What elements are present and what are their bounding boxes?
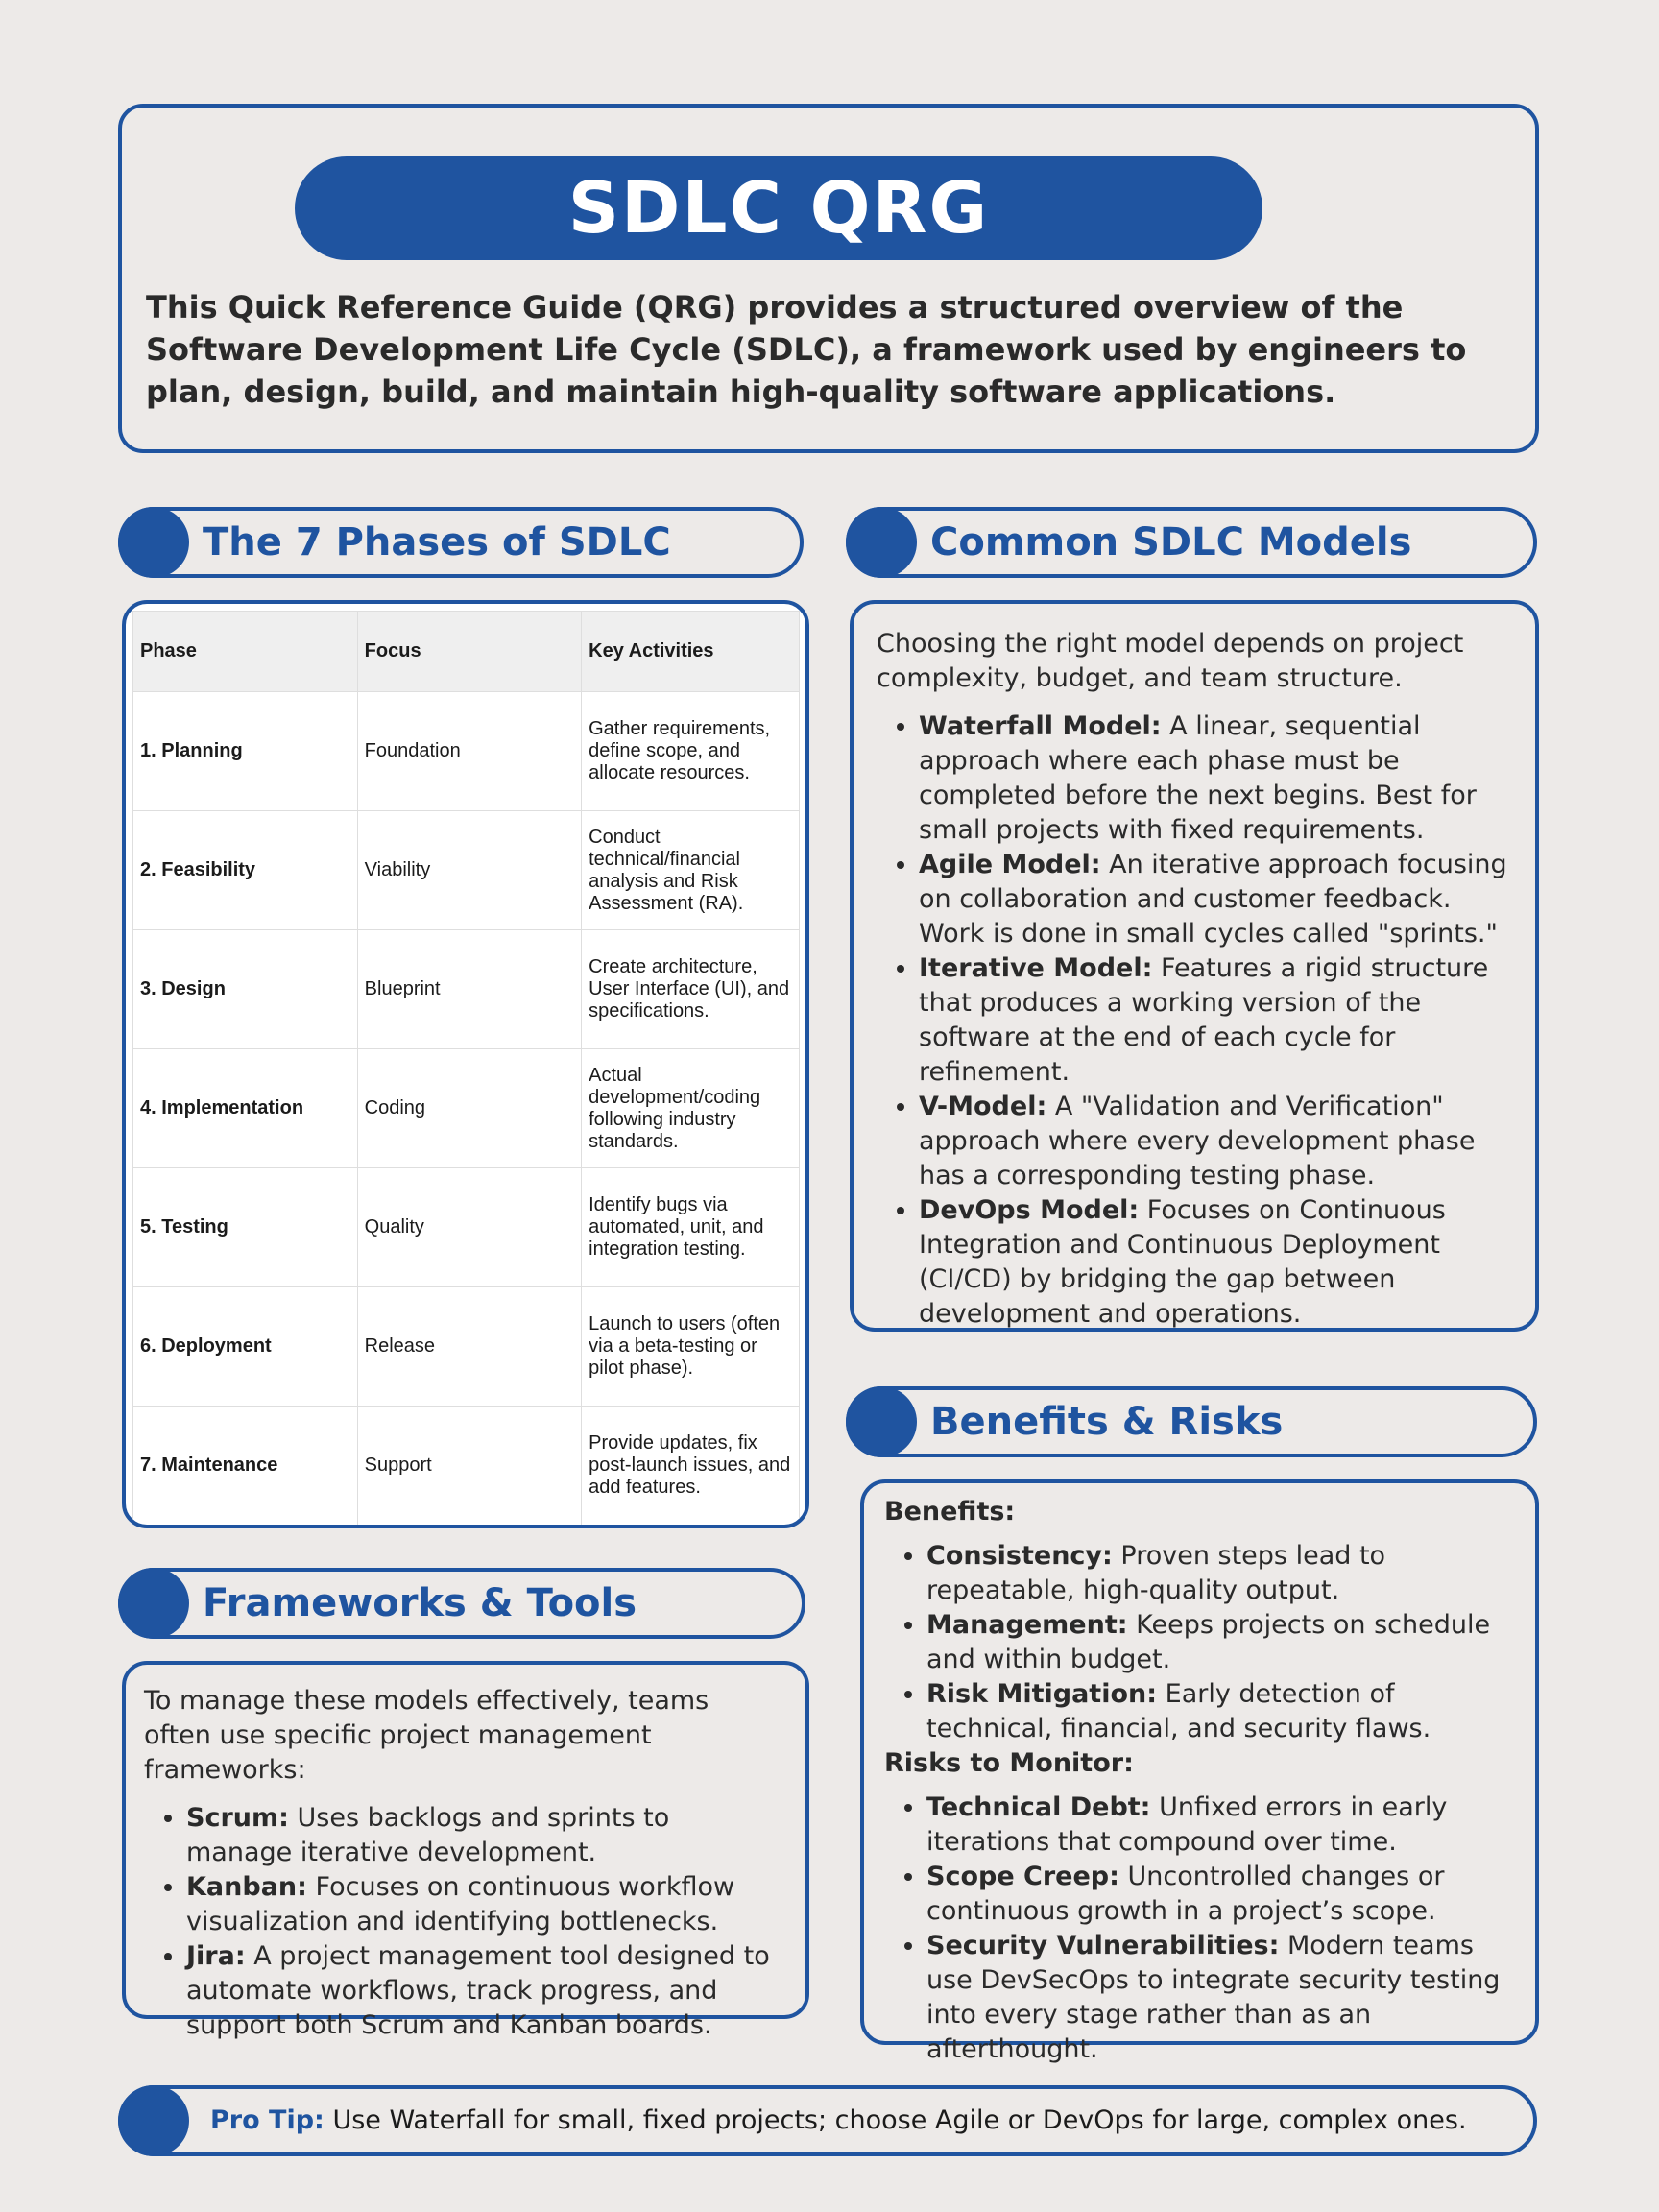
table-row: [133, 1287, 800, 1407]
list-item: [919, 848, 1508, 951]
phase-cell: 7. Maintenance: [133, 1407, 358, 1526]
models-intro: Choosing the right model depends on project complexity, budget, and team structure.: [877, 629, 1464, 693]
activities-cell: Provide updates, fix post-launch issues, and add features.: [582, 1407, 800, 1526]
benefits-risks-heading: [846, 1386, 1537, 1457]
phases-heading-label: The 7 Phases of SDLC: [203, 520, 671, 565]
bullet-circle-icon: [846, 507, 917, 578]
table-row: [133, 930, 800, 1049]
item-term: Risk Mitigation:: [926, 1679, 1158, 1709]
phase-cell: 2. Feasibility: [133, 811, 358, 930]
pro-tip-body: Use Waterfall for small, fixed projects; choose Agile or DevOps for large, complex ones.: [324, 2105, 1467, 2135]
item-desc: A project management tool designed to automate workflows, track progress, and support both Scrum and Kanban boards.: [186, 1941, 770, 2040]
item-desc: A "Validation and Verification" approach where every development phase has a corresponding testing phase.: [919, 1092, 1476, 1190]
item-term: Kanban:: [186, 1872, 307, 1902]
table-row: [133, 692, 800, 811]
item-desc: Focuses on Continuous Integration and Continuous Deployment (CI/CD) by bridging the gap between development and operations.: [919, 1195, 1446, 1329]
phase-cell: 1. Planning: [133, 692, 358, 811]
focus-cell: Coding: [357, 1049, 581, 1168]
frameworks-card: [122, 1661, 809, 2040]
phases-table-card: [122, 600, 809, 1528]
list-item: [186, 1939, 779, 2043]
item-term: Jira:: [186, 1941, 246, 1971]
item-term: DevOps Model:: [919, 1195, 1140, 1225]
activities-cell: Create architecture, User Interface (UI), and specifications.: [582, 930, 800, 1049]
phase-cell: 6. Deployment: [133, 1287, 358, 1407]
list-item: [926, 1677, 1518, 1746]
item-desc: A linear, sequential approach where each phase must be completed before the next begins. Best for small projects with fixed requirements.: [919, 711, 1477, 845]
frameworks-intro: To manage these models effectively, teams often use specific project management frameworks:: [144, 1686, 709, 1785]
benefits-risks-heading-label: Benefits & Risks: [930, 1400, 1284, 1444]
models-list: [877, 709, 1508, 1332]
item-desc: An iterative approach focusing on collaboration and customer feedback. Work is done in small cycles called "sprints.": [919, 850, 1507, 949]
list-item: [926, 1791, 1518, 1860]
focus-cell: Support: [357, 1407, 581, 1526]
phase-cell: 4. Implementation: [133, 1049, 358, 1168]
focus-cell: Viability: [357, 811, 581, 930]
risks-list: [884, 1791, 1518, 2067]
table-row: [133, 1407, 800, 1526]
phases-table: [132, 611, 800, 1526]
item-term: Iterative Model:: [919, 953, 1153, 983]
bullet-circle-icon: [118, 507, 189, 578]
table-header-row: [133, 612, 800, 692]
table-row: [133, 1168, 800, 1287]
list-item: [919, 1193, 1508, 1332]
activities-cell: Identify bugs via automated, unit, and integration testing.: [582, 1168, 800, 1287]
item-desc: Focuses on continuous workflow visualization and identifying bottlenecks.: [186, 1872, 735, 1936]
item-term: Scope Creep:: [926, 1862, 1119, 1891]
item-term: Scrum:: [186, 1803, 289, 1833]
models-card: [850, 600, 1539, 1332]
focus-cell: Foundation: [357, 692, 581, 811]
risks-label: Risks to Monitor:: [884, 1748, 1134, 1778]
page-title: SDLC QRG: [295, 156, 1262, 260]
pro-tip-banner: [118, 2085, 1537, 2156]
phases-heading: [118, 507, 804, 578]
focus-cell: Blueprint: [357, 930, 581, 1049]
item-term: Waterfall Model:: [919, 711, 1162, 741]
frameworks-heading-label: Frameworks & Tools: [203, 1581, 637, 1625]
benefits-label: Benefits:: [884, 1497, 1016, 1527]
phase-cell: 3. Design: [133, 930, 358, 1049]
item-desc: Modern teams use DevSecOps to integrate security testing into every stage rather than as an afterthought.: [926, 1931, 1501, 2064]
item-term: Security Vulnerabilities:: [926, 1931, 1280, 1960]
activities-cell: Actual development/coding following industry standards.: [582, 1049, 800, 1168]
list-item: [186, 1801, 779, 1870]
table-row: [133, 811, 800, 930]
item-desc: Early detection of technical, financial, and security flaws.: [926, 1679, 1431, 1743]
item-desc: Proven steps lead to repeatable, high-quality output.: [926, 1541, 1386, 1605]
list-item: [919, 709, 1508, 848]
activities-cell: Launch to users (often via a beta-testing or pilot phase).: [582, 1287, 800, 1407]
list-item: [919, 1090, 1508, 1193]
list-item: [926, 1539, 1518, 1608]
phase-cell: 5. Testing: [133, 1168, 358, 1287]
benefits-risks-card: [860, 1479, 1539, 2064]
models-heading-label: Common SDLC Models: [930, 520, 1412, 565]
item-desc: Unfixed errors in early iterations that compound over time.: [926, 1792, 1448, 1857]
focus-cell: Quality: [357, 1168, 581, 1287]
item-desc: Features a rigid structure that produces a working version of the software at the end of each cycle for refinement.: [919, 953, 1489, 1087]
models-heading: [846, 507, 1537, 578]
list-item: [919, 951, 1508, 1090]
column-header: Focus: [357, 612, 581, 692]
activities-cell: Conduct technical/financial analysis and Risk Assessment (RA).: [582, 811, 800, 930]
item-desc: Uses backlogs and sprints to manage iterative development.: [186, 1803, 670, 1867]
table-row: [133, 1049, 800, 1168]
list-item: [186, 1870, 779, 1939]
intro-text: This Quick Reference Guide (QRG) provides a structured overview of the Software Development Life Cycle (SDLC), a framework used by engineers to plan, design, build, and maintain high-quality software applications.: [146, 289, 1467, 410]
pro-tip-label: Pro Tip:: [210, 2105, 325, 2135]
item-desc: Keeps projects on schedule and within budget.: [926, 1610, 1491, 1674]
frameworks-heading: [118, 1568, 805, 1639]
item-term: Technical Debt:: [926, 1792, 1151, 1822]
item-term: V-Model:: [919, 1092, 1047, 1121]
item-term: Consistency:: [926, 1541, 1113, 1571]
list-item: [926, 1860, 1518, 1929]
activities-cell: Gather requirements, define scope, and allocate resources.: [582, 692, 800, 811]
bullet-circle-icon: [118, 1568, 189, 1639]
bullet-circle-icon: [118, 2085, 189, 2156]
list-item: [926, 1929, 1518, 2067]
pro-tip-text: [210, 2089, 1467, 2152]
column-header: Key Activities: [582, 612, 800, 692]
item-term: Agile Model:: [919, 850, 1101, 879]
list-item: [926, 1608, 1518, 1677]
benefits-list: [884, 1539, 1518, 1746]
frameworks-list: [144, 1801, 779, 2043]
column-header: Phase: [133, 612, 358, 692]
bullet-circle-icon: [846, 1386, 917, 1457]
focus-cell: Release: [357, 1287, 581, 1407]
item-desc: Uncontrolled changes or continuous growth in a project’s scope.: [926, 1862, 1445, 1926]
item-term: Management:: [926, 1610, 1128, 1640]
